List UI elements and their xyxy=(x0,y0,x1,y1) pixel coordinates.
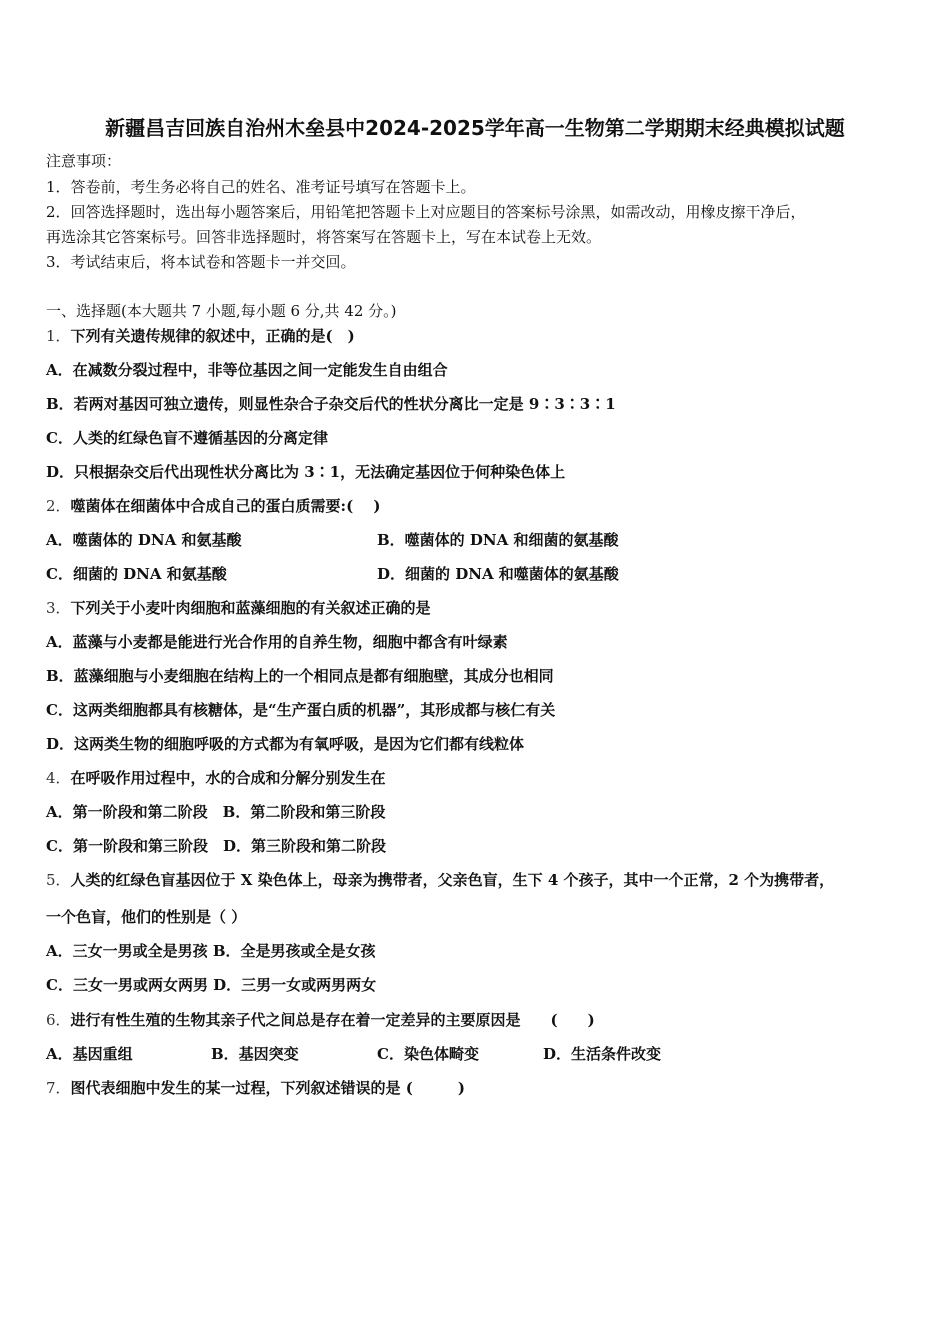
q5-options-cd: C．三女一男或两女两男 D．三男一女或两男两女 xyxy=(46,976,377,994)
question-number: 5． xyxy=(46,871,71,889)
question-stem: 下列有关遗传规律的叙述中，正确的是( ) xyxy=(70,327,355,345)
q1-option-c: C．人类的红绿色盲不遵循基因的分离定律 xyxy=(46,429,328,447)
q4-options-ab: A．第一阶段和第二阶段 B．第二阶段和第三阶段 xyxy=(46,803,386,821)
question-5 xyxy=(46,871,834,889)
q2-option-c: C．细菌的 DNA 和氨基酸 xyxy=(46,565,227,583)
question-number: 1． xyxy=(46,327,71,345)
question-1 xyxy=(46,327,355,345)
question-4 xyxy=(46,769,386,787)
q3-option-a: A．蓝藻与小麦都是能进行光合作用的自养生物，细胞中都含有叶绿素 xyxy=(46,633,508,651)
q2-option-b: B．噬菌体的 DNA 和细菌的氨基酸 xyxy=(377,531,619,549)
q6-option-d: D．生活条件改变 xyxy=(543,1045,662,1063)
question-3 xyxy=(46,599,431,617)
q5-options-ab: A．三女一男或全是男孩 B．全是男孩或全是女孩 xyxy=(46,942,376,960)
question-number: 7． xyxy=(46,1079,71,1097)
q1-option-d: D．只根据杂交后代出现性状分离比为 3∶1，无法确定基因位于何种染色体上 xyxy=(46,463,566,481)
q5-stem-cont: 一个色盲，他们的性别是（ ） xyxy=(46,908,247,926)
notice-item-2-cont: 再选涂其它答案标号。回答非选择题时，将答案写在答题卡上，写在本试卷上无效。 xyxy=(46,228,602,246)
q1-option-a: A．在减数分裂过程中，非等位基因之间一定能发生自由组合 xyxy=(46,361,448,379)
q3-option-b: B．蓝藻细胞与小麦细胞在结构上的一个相同点是都有细胞壁，其成分也相同 xyxy=(46,667,554,685)
section-heading: 一、选择题(本大题共 7 小题,每小题 6 分,共 42 分。) xyxy=(46,302,397,320)
question-number: 4． xyxy=(46,769,71,787)
q6-option-b: B．基因突变 xyxy=(211,1045,299,1063)
notice-heading: 注意事项： xyxy=(46,152,122,170)
question-7 xyxy=(46,1079,465,1097)
question-stem: 图代表细胞中发生的某一过程，下列叙述错误的是 ( ) xyxy=(70,1079,465,1097)
q4-options-cd: C．第一阶段和第三阶段 D．第三阶段和第二阶段 xyxy=(46,837,386,855)
question-stem: 人类的红绿色盲基因位于 X 染色体上，母亲为携带者，父亲色盲，生下 4 个孩子，其中一个正常，2 个为携带者， xyxy=(70,871,835,889)
q1-option-b: B．若两对基因可独立遗传，则显性杂合子杂交后代的性状分离比一定是 9∶3∶3∶1 xyxy=(46,395,616,413)
question-number: 3． xyxy=(46,599,71,617)
question-stem: 噬菌体在细菌体中合成自己的蛋白质需要:( ) xyxy=(70,497,381,515)
question-number: 2． xyxy=(46,497,71,515)
q6-option-c: C．染色体畸变 xyxy=(377,1045,479,1063)
q2-option-a: A．噬菌体的 DNA 和氨基酸 xyxy=(46,531,242,549)
question-2 xyxy=(46,497,381,515)
question-stem: 进行有性生殖的生物其亲子代之间总是存在着一定差异的主要原因是 ( ) xyxy=(70,1011,595,1029)
q3-option-c: C．这两类细胞都具有核糖体，是“生产蛋白质的机器”，其形成都与核仁有关 xyxy=(46,701,556,719)
q6-option-a: A．基因重组 xyxy=(46,1045,133,1063)
q2-option-d: D．细菌的 DNA 和噬菌体的氨基酸 xyxy=(377,565,619,583)
notice-item-1: 1．答卷前，考生务必将自己的姓名、准考证号填写在答题卡上。 xyxy=(46,178,476,196)
notice-item-2: 2．回答选择题时，选出每小题答案后，用铅笔把答题卡上对应题目的答案标号涂黑，如需改动，用橡皮擦干净后， xyxy=(46,203,806,221)
notice-item-3: 3．考试结束后，将本试卷和答题卡一并交回。 xyxy=(46,253,356,271)
question-stem: 下列关于小麦叶肉细胞和蓝藻细胞的有关叙述正确的是 xyxy=(70,599,431,617)
question-stem: 在呼吸作用过程中，水的合成和分解分别发生在 xyxy=(70,769,386,787)
question-number: 6． xyxy=(46,1011,71,1029)
exam-title: 新疆昌吉回族自治州木垒县中2024-2025学年高一生物第二学期期末经典模拟试题 xyxy=(105,116,845,140)
q3-option-d: D．这两类生物的细胞呼吸的方式都为有氧呼吸，是因为它们都有线粒体 xyxy=(46,735,525,753)
question-6 xyxy=(46,1011,595,1029)
